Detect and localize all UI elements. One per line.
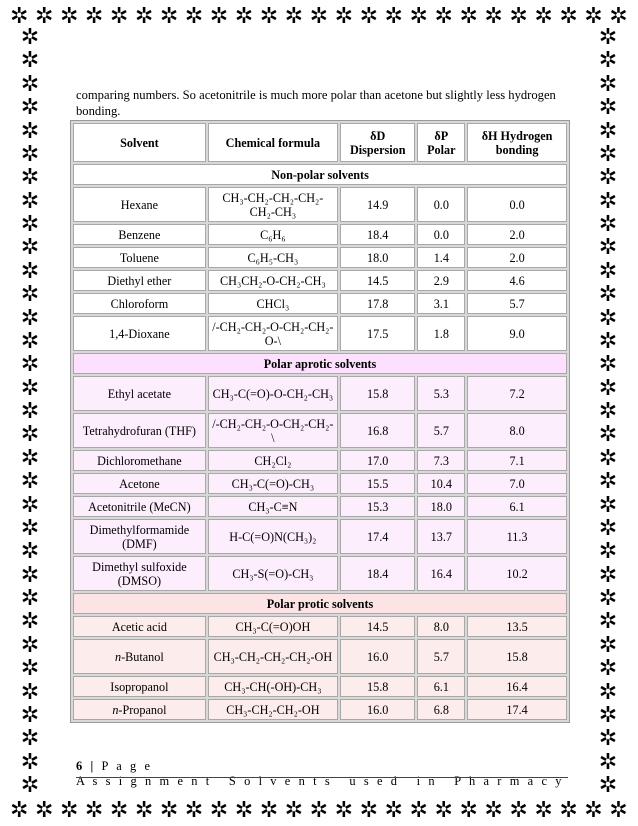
table-row xyxy=(73,450,567,471)
cell-dispersion: 14.9 xyxy=(340,187,416,222)
cell-dispersion: 18.4 xyxy=(340,556,416,591)
cell-formula: CH₃-C(=O)-O-CH₂-CH₃ xyxy=(208,376,338,411)
asterisk-star-icon: ✲ xyxy=(598,655,618,681)
cell-polar: 10.4 xyxy=(417,473,465,494)
header-formula: Chemical formula xyxy=(208,123,338,162)
asterisk-star-icon: ✲ xyxy=(20,70,40,96)
asterisk-star-icon: ✲ xyxy=(598,514,618,540)
asterisk-star-icon: ✲ xyxy=(359,3,378,28)
page-word: P a g e xyxy=(101,759,153,773)
footer-separator: | xyxy=(84,759,102,773)
asterisk-star-icon: ✲ xyxy=(20,772,40,797)
asterisk-star-icon: ✲ xyxy=(20,444,40,470)
cell-hydrogen-bonding: 11.3 xyxy=(467,519,567,554)
asterisk-star-icon: ✲ xyxy=(598,748,618,774)
asterisk-star-icon: ✲ xyxy=(20,468,40,494)
table-row xyxy=(73,473,567,494)
asterisk-star-icon: ✲ xyxy=(20,94,40,120)
page-border-bottom xyxy=(0,798,638,822)
asterisk-star-icon: ✲ xyxy=(34,3,54,28)
asterisk-star-icon: ✲ xyxy=(234,797,254,822)
asterisk-star-icon: ✲ xyxy=(209,3,229,28)
cell-polar: 0.0 xyxy=(417,224,465,245)
asterisk-star-icon: ✲ xyxy=(20,47,40,73)
table-row xyxy=(73,676,567,697)
asterisk-star-icon: ✲ xyxy=(334,3,354,28)
table-row xyxy=(73,293,567,314)
cell-dispersion: 17.4 xyxy=(340,519,416,554)
asterisk-star-icon: ✲ xyxy=(20,725,40,751)
asterisk-star-icon: ✲ xyxy=(20,398,40,423)
cell-dispersion: 14.5 xyxy=(340,616,416,637)
header-dispersion: δD Dispersion xyxy=(340,123,416,162)
footer-running-title: A s s i g n m e n t S o l v e n t s u s e d i n P h a r m a c y xyxy=(76,774,565,788)
asterisk-star-icon: ✲ xyxy=(598,304,618,330)
table-row xyxy=(73,316,567,351)
asterisk-star-icon: ✲ xyxy=(20,187,40,213)
asterisk-star-icon: ✲ xyxy=(20,491,40,517)
asterisk-star-icon: ✲ xyxy=(20,748,40,774)
cell-solvent: Hexane xyxy=(73,187,206,222)
section-header-row xyxy=(73,593,567,614)
cell-solvent: 1,4-Dioxane xyxy=(73,316,206,351)
asterisk-star-icon: ✲ xyxy=(459,3,478,28)
cell-polar: 1.8 xyxy=(417,316,465,351)
cell-polar: 18.0 xyxy=(417,496,465,517)
cell-hydrogen-bonding: 10.2 xyxy=(467,556,567,591)
asterisk-star-icon: ✲ xyxy=(409,797,428,822)
cell-polar: 0.0 xyxy=(417,187,465,222)
cell-dispersion: 16.0 xyxy=(340,639,416,674)
cell-polar: 6.1 xyxy=(417,676,465,697)
asterisk-star-icon: ✲ xyxy=(159,3,179,28)
cell-solvent: Acetonitrile (MeCN) xyxy=(73,496,206,517)
cell-polar: 5.7 xyxy=(417,639,465,674)
asterisk-star-icon: ✲ xyxy=(309,797,329,822)
cell-polar: 2.9 xyxy=(417,270,465,291)
asterisk-star-icon: ✲ xyxy=(434,797,453,822)
cell-formula: /-CH₂-CH₂-O-CH₂-CH₂-O-\ xyxy=(208,316,338,351)
cell-solvent: Acetone xyxy=(73,473,206,494)
table-row xyxy=(73,556,567,591)
cell-formula: CH₃-C(=O)-CH₃ xyxy=(208,473,338,494)
asterisk-star-icon: ✲ xyxy=(20,140,40,166)
asterisk-star-icon: ✲ xyxy=(598,117,618,143)
asterisk-star-icon: ✲ xyxy=(609,797,628,822)
asterisk-star-icon: ✲ xyxy=(259,3,279,28)
asterisk-star-icon: ✲ xyxy=(20,281,40,307)
cell-polar: 16.4 xyxy=(417,556,465,591)
cell-dispersion: 15.3 xyxy=(340,496,416,517)
cell-polar: 3.1 xyxy=(417,293,465,314)
asterisk-star-icon: ✲ xyxy=(359,797,378,822)
asterisk-star-icon: ✲ xyxy=(598,772,618,797)
asterisk-star-icon: ✲ xyxy=(598,491,618,517)
cell-polar: 13.7 xyxy=(417,519,465,554)
table-row xyxy=(73,413,567,448)
asterisk-star-icon: ✲ xyxy=(598,608,618,634)
cell-hydrogen-bonding: 7.0 xyxy=(467,473,567,494)
asterisk-star-icon: ✲ xyxy=(20,655,40,681)
asterisk-star-icon: ✲ xyxy=(598,444,618,470)
asterisk-star-icon: ✲ xyxy=(20,117,40,143)
table-row xyxy=(73,496,567,517)
section-header-row xyxy=(73,164,567,185)
asterisk-star-icon: ✲ xyxy=(598,234,618,260)
table-body xyxy=(73,164,567,720)
section-header-row xyxy=(73,353,567,374)
asterisk-star-icon: ✲ xyxy=(598,140,618,166)
asterisk-star-icon: ✲ xyxy=(134,3,154,28)
cell-dispersion: 15.5 xyxy=(340,473,416,494)
cell-hydrogen-bonding: 2.0 xyxy=(467,247,567,268)
asterisk-star-icon: ✲ xyxy=(20,608,40,634)
cell-polar: 1.4 xyxy=(417,247,465,268)
asterisk-star-icon: ✲ xyxy=(598,701,618,727)
asterisk-star-icon: ✲ xyxy=(10,3,29,28)
asterisk-star-icon: ✲ xyxy=(509,3,528,28)
page-border-left xyxy=(18,26,42,796)
cell-dispersion: 16.8 xyxy=(340,413,416,448)
asterisk-star-icon: ✲ xyxy=(84,797,104,822)
cell-solvent: Tetrahydrofuran (THF) xyxy=(73,413,206,448)
asterisk-star-icon: ✲ xyxy=(10,797,29,822)
asterisk-star-icon: ✲ xyxy=(284,797,304,822)
cell-solvent: Ethyl acetate xyxy=(73,376,206,411)
asterisk-star-icon: ✲ xyxy=(534,797,553,822)
asterisk-star-icon: ✲ xyxy=(20,421,40,447)
footer-rule xyxy=(76,777,568,778)
asterisk-star-icon: ✲ xyxy=(20,374,40,400)
section-title: Polar protic solvents xyxy=(73,593,567,614)
cell-formula: CH₃-CH(-OH)-CH₃ xyxy=(208,676,338,697)
asterisk-star-icon: ✲ xyxy=(559,797,578,822)
table-row xyxy=(73,376,567,411)
cell-polar: 7.3 xyxy=(417,450,465,471)
solubility-parameters-table xyxy=(70,120,570,723)
asterisk-star-icon: ✲ xyxy=(598,468,618,494)
asterisk-star-icon: ✲ xyxy=(20,24,40,49)
cell-polar: 8.0 xyxy=(417,616,465,637)
asterisk-star-icon: ✲ xyxy=(598,374,618,400)
asterisk-star-icon: ✲ xyxy=(20,304,40,330)
asterisk-star-icon: ✲ xyxy=(159,797,179,822)
cell-solvent: Acetic acid xyxy=(73,616,206,637)
cell-dispersion: 17.8 xyxy=(340,293,416,314)
page-footer xyxy=(76,759,566,789)
asterisk-star-icon: ✲ xyxy=(20,538,40,564)
asterisk-star-icon: ✲ xyxy=(109,797,129,822)
intro-paragraph: comparing numbers. So acetonitrile is much more polar than acetone but slightly less hydrogen bonding. xyxy=(76,87,556,118)
asterisk-star-icon: ✲ xyxy=(184,3,204,28)
cell-formula: CHCl₃ xyxy=(208,293,338,314)
cell-formula: H-C(=O)N(CH₃)₂ xyxy=(208,519,338,554)
asterisk-star-icon: ✲ xyxy=(334,797,354,822)
cell-hydrogen-bonding: 15.8 xyxy=(467,639,567,674)
cell-dispersion: 17.5 xyxy=(340,316,416,351)
cell-hydrogen-bonding: 2.0 xyxy=(467,224,567,245)
cell-hydrogen-bonding: 7.1 xyxy=(467,450,567,471)
asterisk-star-icon: ✲ xyxy=(84,3,104,28)
asterisk-star-icon: ✲ xyxy=(20,234,40,260)
table-row xyxy=(73,247,567,268)
cell-hydrogen-bonding: 4.6 xyxy=(467,270,567,291)
asterisk-star-icon: ✲ xyxy=(559,3,578,28)
cell-polar: 5.7 xyxy=(417,413,465,448)
table-header-row xyxy=(73,123,567,162)
table-row xyxy=(73,616,567,637)
table-row xyxy=(73,519,567,554)
table-row xyxy=(73,639,567,674)
cell-hydrogen-bonding: 5.7 xyxy=(467,293,567,314)
cell-dispersion: 17.0 xyxy=(340,450,416,471)
asterisk-star-icon: ✲ xyxy=(484,797,503,822)
asterisk-star-icon: ✲ xyxy=(598,351,618,377)
asterisk-star-icon: ✲ xyxy=(284,3,304,28)
table-row xyxy=(73,187,567,222)
asterisk-star-icon: ✲ xyxy=(109,3,129,28)
table-row xyxy=(73,699,567,720)
cell-hydrogen-bonding: 9.0 xyxy=(467,316,567,351)
asterisk-star-icon: ✲ xyxy=(598,281,618,307)
asterisk-star-icon: ✲ xyxy=(59,797,79,822)
asterisk-star-icon: ✲ xyxy=(534,3,553,28)
header-polar: δP Polar xyxy=(417,123,465,162)
cell-formula: CH₂Cl₂ xyxy=(208,450,338,471)
cell-solvent: Benzene xyxy=(73,224,206,245)
asterisk-star-icon: ✲ xyxy=(598,725,618,751)
asterisk-star-icon: ✲ xyxy=(59,3,79,28)
asterisk-star-icon: ✲ xyxy=(598,631,618,657)
asterisk-star-icon: ✲ xyxy=(598,678,618,704)
cell-dispersion: 18.0 xyxy=(340,247,416,268)
asterisk-star-icon: ✲ xyxy=(20,257,40,283)
asterisk-star-icon: ✲ xyxy=(584,3,603,28)
asterisk-star-icon: ✲ xyxy=(598,211,618,236)
asterisk-star-icon: ✲ xyxy=(584,797,603,822)
cell-solvent: Toluene xyxy=(73,247,206,268)
page-number: 6 xyxy=(76,759,85,773)
asterisk-star-icon: ✲ xyxy=(598,257,618,283)
asterisk-star-icon: ✲ xyxy=(598,164,618,190)
cell-solvent: Dimethyl sulfoxide (DMSO) xyxy=(73,556,206,591)
asterisk-star-icon: ✲ xyxy=(20,678,40,704)
cell-dispersion: 16.0 xyxy=(340,699,416,720)
asterisk-star-icon: ✲ xyxy=(459,797,478,822)
cell-formula: CH₃-S(=O)-CH₃ xyxy=(208,556,338,591)
cell-formula: CH₃-CH₂-CH₂-CH₂-CH₂-CH₃ xyxy=(208,187,338,222)
asterisk-star-icon: ✲ xyxy=(20,585,40,610)
asterisk-star-icon: ✲ xyxy=(34,797,54,822)
cell-solvent: Diethyl ether xyxy=(73,270,206,291)
cell-formula: CH₃-C(=O)OH xyxy=(208,616,338,637)
cell-formula: /-CH₂-CH₂-O-CH₂-CH₂-\ xyxy=(208,413,338,448)
cell-solvent: Isopropanol xyxy=(73,676,206,697)
asterisk-star-icon: ✲ xyxy=(20,164,40,190)
cell-formula: C₆H₅-CH₃ xyxy=(208,247,338,268)
table-row xyxy=(73,224,567,245)
cell-hydrogen-bonding: 17.4 xyxy=(467,699,567,720)
cell-hydrogen-bonding: 13.5 xyxy=(467,616,567,637)
cell-polar: 5.3 xyxy=(417,376,465,411)
cell-dispersion: 15.8 xyxy=(340,676,416,697)
asterisk-star-icon: ✲ xyxy=(234,3,254,28)
asterisk-star-icon: ✲ xyxy=(184,797,204,822)
asterisk-star-icon: ✲ xyxy=(20,351,40,377)
asterisk-star-icon: ✲ xyxy=(259,797,279,822)
asterisk-star-icon: ✲ xyxy=(20,561,40,587)
asterisk-star-icon: ✲ xyxy=(609,3,628,28)
asterisk-star-icon: ✲ xyxy=(384,3,403,28)
asterisk-star-icon: ✲ xyxy=(598,24,618,49)
cell-hydrogen-bonding: 16.4 xyxy=(467,676,567,697)
page-border-right xyxy=(596,26,620,796)
asterisk-star-icon: ✲ xyxy=(598,398,618,423)
asterisk-star-icon: ✲ xyxy=(598,585,618,610)
section-title: Polar aprotic solvents xyxy=(73,353,567,374)
cell-solvent: Dimethylformamide (DMF) xyxy=(73,519,206,554)
asterisk-star-icon: ✲ xyxy=(598,561,618,587)
asterisk-star-icon: ✲ xyxy=(598,47,618,73)
asterisk-star-icon: ✲ xyxy=(384,797,403,822)
cell-hydrogen-bonding: 8.0 xyxy=(467,413,567,448)
cell-formula: C₆H₆ xyxy=(208,224,338,245)
asterisk-star-icon: ✲ xyxy=(598,187,618,213)
section-title: Non-polar solvents xyxy=(73,164,567,185)
cell-solvent: Chloroform xyxy=(73,293,206,314)
asterisk-star-icon: ✲ xyxy=(598,538,618,564)
asterisk-star-icon: ✲ xyxy=(134,797,154,822)
cell-solvent: n-Propanol xyxy=(73,699,206,720)
cell-formula: CH₃-CH₂-CH₂-OH xyxy=(208,699,338,720)
asterisk-star-icon: ✲ xyxy=(20,327,40,353)
asterisk-star-icon: ✲ xyxy=(434,3,453,28)
asterisk-star-icon: ✲ xyxy=(598,421,618,447)
asterisk-star-icon: ✲ xyxy=(484,3,503,28)
cell-formula: CH₃CH₂-O-CH₂-CH₃ xyxy=(208,270,338,291)
asterisk-star-icon: ✲ xyxy=(309,3,329,28)
asterisk-star-icon: ✲ xyxy=(20,514,40,540)
asterisk-star-icon: ✲ xyxy=(509,797,528,822)
cell-solvent: Dichloromethane xyxy=(73,450,206,471)
cell-hydrogen-bonding: 6.1 xyxy=(467,496,567,517)
asterisk-star-icon: ✲ xyxy=(409,3,428,28)
cell-hydrogen-bonding: 0.0 xyxy=(467,187,567,222)
header-hydrogen-bonding: δH Hydrogen bonding xyxy=(467,123,567,162)
cell-dispersion: 14.5 xyxy=(340,270,416,291)
table-row xyxy=(73,270,567,291)
cell-hydrogen-bonding: 7.2 xyxy=(467,376,567,411)
cell-dispersion: 15.8 xyxy=(340,376,416,411)
cell-solvent: n-Butanol xyxy=(73,639,206,674)
asterisk-star-icon: ✲ xyxy=(20,211,40,236)
cell-dispersion: 18.4 xyxy=(340,224,416,245)
cell-formula: CH₃-CH₂-CH₂-CH₂-OH xyxy=(208,639,338,674)
asterisk-star-icon: ✲ xyxy=(598,327,618,353)
cell-formula: CH₃-C≡N xyxy=(208,496,338,517)
asterisk-star-icon: ✲ xyxy=(598,70,618,96)
asterisk-star-icon: ✲ xyxy=(20,701,40,727)
header-solvent: Solvent xyxy=(73,123,206,162)
asterisk-star-icon: ✲ xyxy=(20,631,40,657)
asterisk-star-icon: ✲ xyxy=(598,94,618,120)
page-border-top xyxy=(0,4,638,28)
asterisk-star-icon: ✲ xyxy=(209,797,229,822)
solubility-parameters-table-wrapper xyxy=(70,120,570,723)
cell-polar: 6.8 xyxy=(417,699,465,720)
